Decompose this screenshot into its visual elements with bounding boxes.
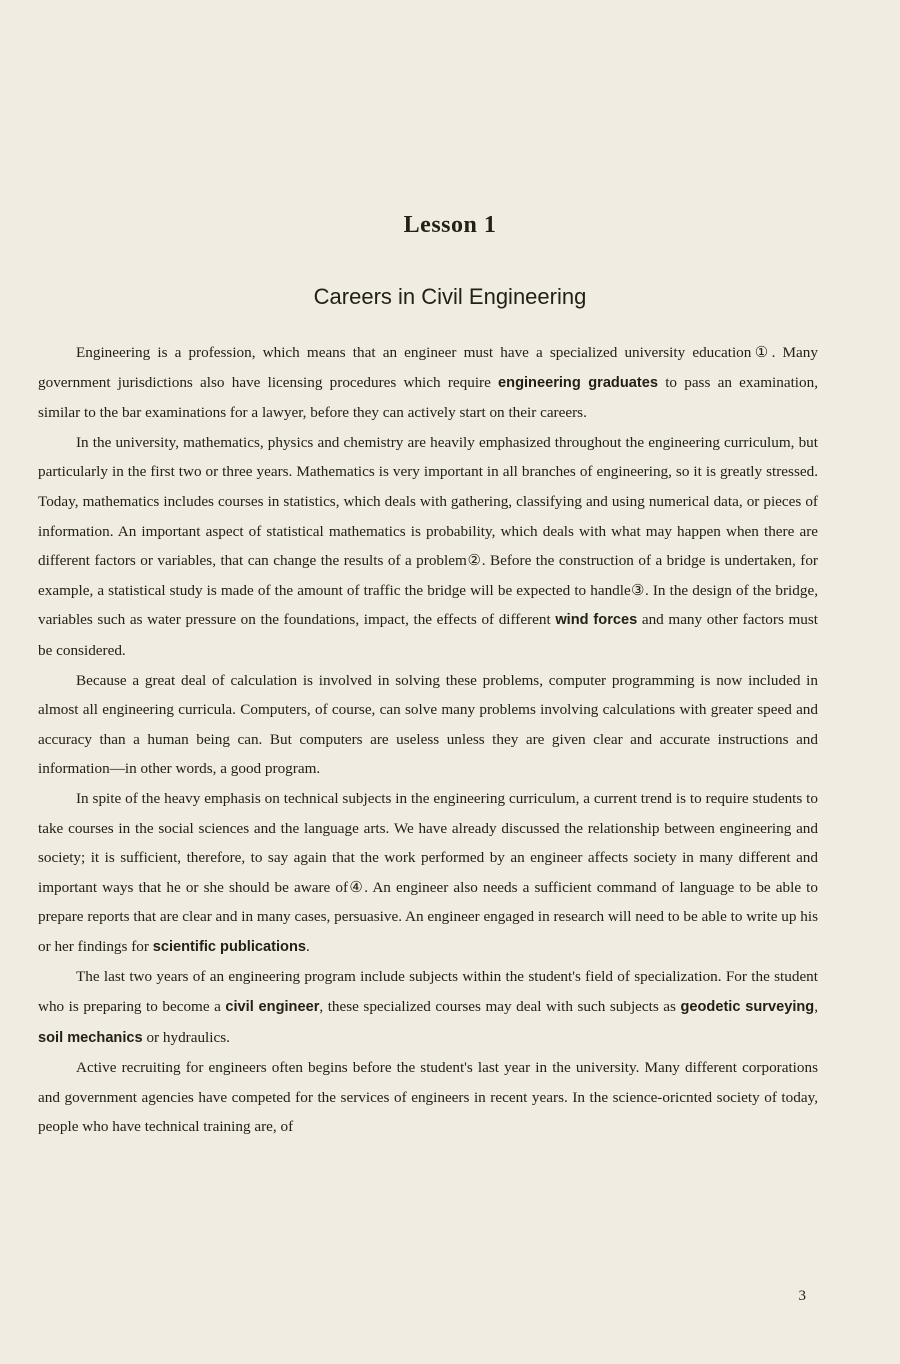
paragraph-6: [38, 1053, 818, 1142]
article-title: Careers in Civil Engineering: [313, 284, 587, 309]
paragraph-4: [38, 784, 818, 963]
text-segment: In spite of the heavy emphasis on technical subjects in the engineering curriculum, a current trend is to require students to take courses in the social sciences and the language arts. We have already discussed the relationship between engineering and society; it is sufficient, therefore, to say again that the work performed by an engineer affects society in many different and important ways that he or she should be aware of④. An engineer also needs a sufficient command of language to be able to prepare reports that are clear and in many cases, persuasive. An engineer engaged in research will need to be able to write up his or her findings for: [38, 789, 818, 955]
key-term: geodetic surveying: [680, 999, 815, 1016]
lesson-title: Lesson 1: [403, 212, 497, 238]
text-segment: to pass an examination, similar to the bar examinations for a lawyer, before they can actively start on their careers.: [38, 373, 819, 422]
key-term: civil engineer: [225, 999, 320, 1016]
paragraph-2: [38, 428, 818, 666]
paragraph-1: [38, 338, 818, 428]
page-number: 3: [798, 1288, 806, 1304]
key-term: engineering graduates: [498, 374, 658, 391]
text-segment: In the university, mathematics, physics and chemistry are heavily emphasized throughout the engineering curriculum, but particularly in the first two or three years. Mathematics is very important in all branches of engineering, so it is greatly stressed. Today, mathematics includes courses in statistics, which deals with gathering, classifying and using numerical data, or pieces of information. An important aspect of statistical mathematics is probability, which deals with what may happen when there are different factors or variables, that can change the results of a problem②. Before the construction of a bridge is undertaken, for example, a statistical study is made of the amount of traffic the bridge will be expected to handle③. In the design of the bridge, variables such as water pressure on the foundations, impact, the effects of different: [38, 433, 818, 629]
text-segment: .: [306, 937, 310, 955]
text-segment: ,: [814, 998, 818, 1016]
text-segment: or hydraulics.: [142, 1028, 230, 1046]
text-segment: The last two years of an engineering program include subjects within the student's field of specialization. For the student who is preparing to become a: [38, 968, 818, 1016]
text-segment: , these specialized courses may deal with such subjects as: [319, 998, 681, 1016]
key-term: scientific publications: [152, 938, 306, 955]
key-term: soil mechanics: [38, 1029, 143, 1046]
text-segment: Engineering is a profession, which means that an engineer must have a specialized university education①. Many government jurisdictions also have licensing procedures which require: [38, 344, 818, 391]
paragraph-3: [38, 666, 818, 784]
text-segment: Active recruiting for engineers often begins before the student's last year in the university. Many different corporations and government agencies have competed for the services of engineers in recent years. In the science-oricnted society of today, people who have technical training are, of: [38, 1059, 818, 1136]
key-term: wind forces: [555, 612, 638, 629]
text-segment: and many other factors must be considered.: [38, 611, 819, 659]
text-segment: Because a great deal of calculation is involved in solving these problems, computer programming is now included in almost all engineering curricula. Computers, of course, can solve many problems involving calculations with greater speed and accuracy than a human being can. But computers are useless unless they are given clear and accurate instructions and information—in other words, a good program.: [38, 671, 818, 778]
article-body: [38, 338, 818, 1142]
paragraph-5: [38, 962, 818, 1053]
